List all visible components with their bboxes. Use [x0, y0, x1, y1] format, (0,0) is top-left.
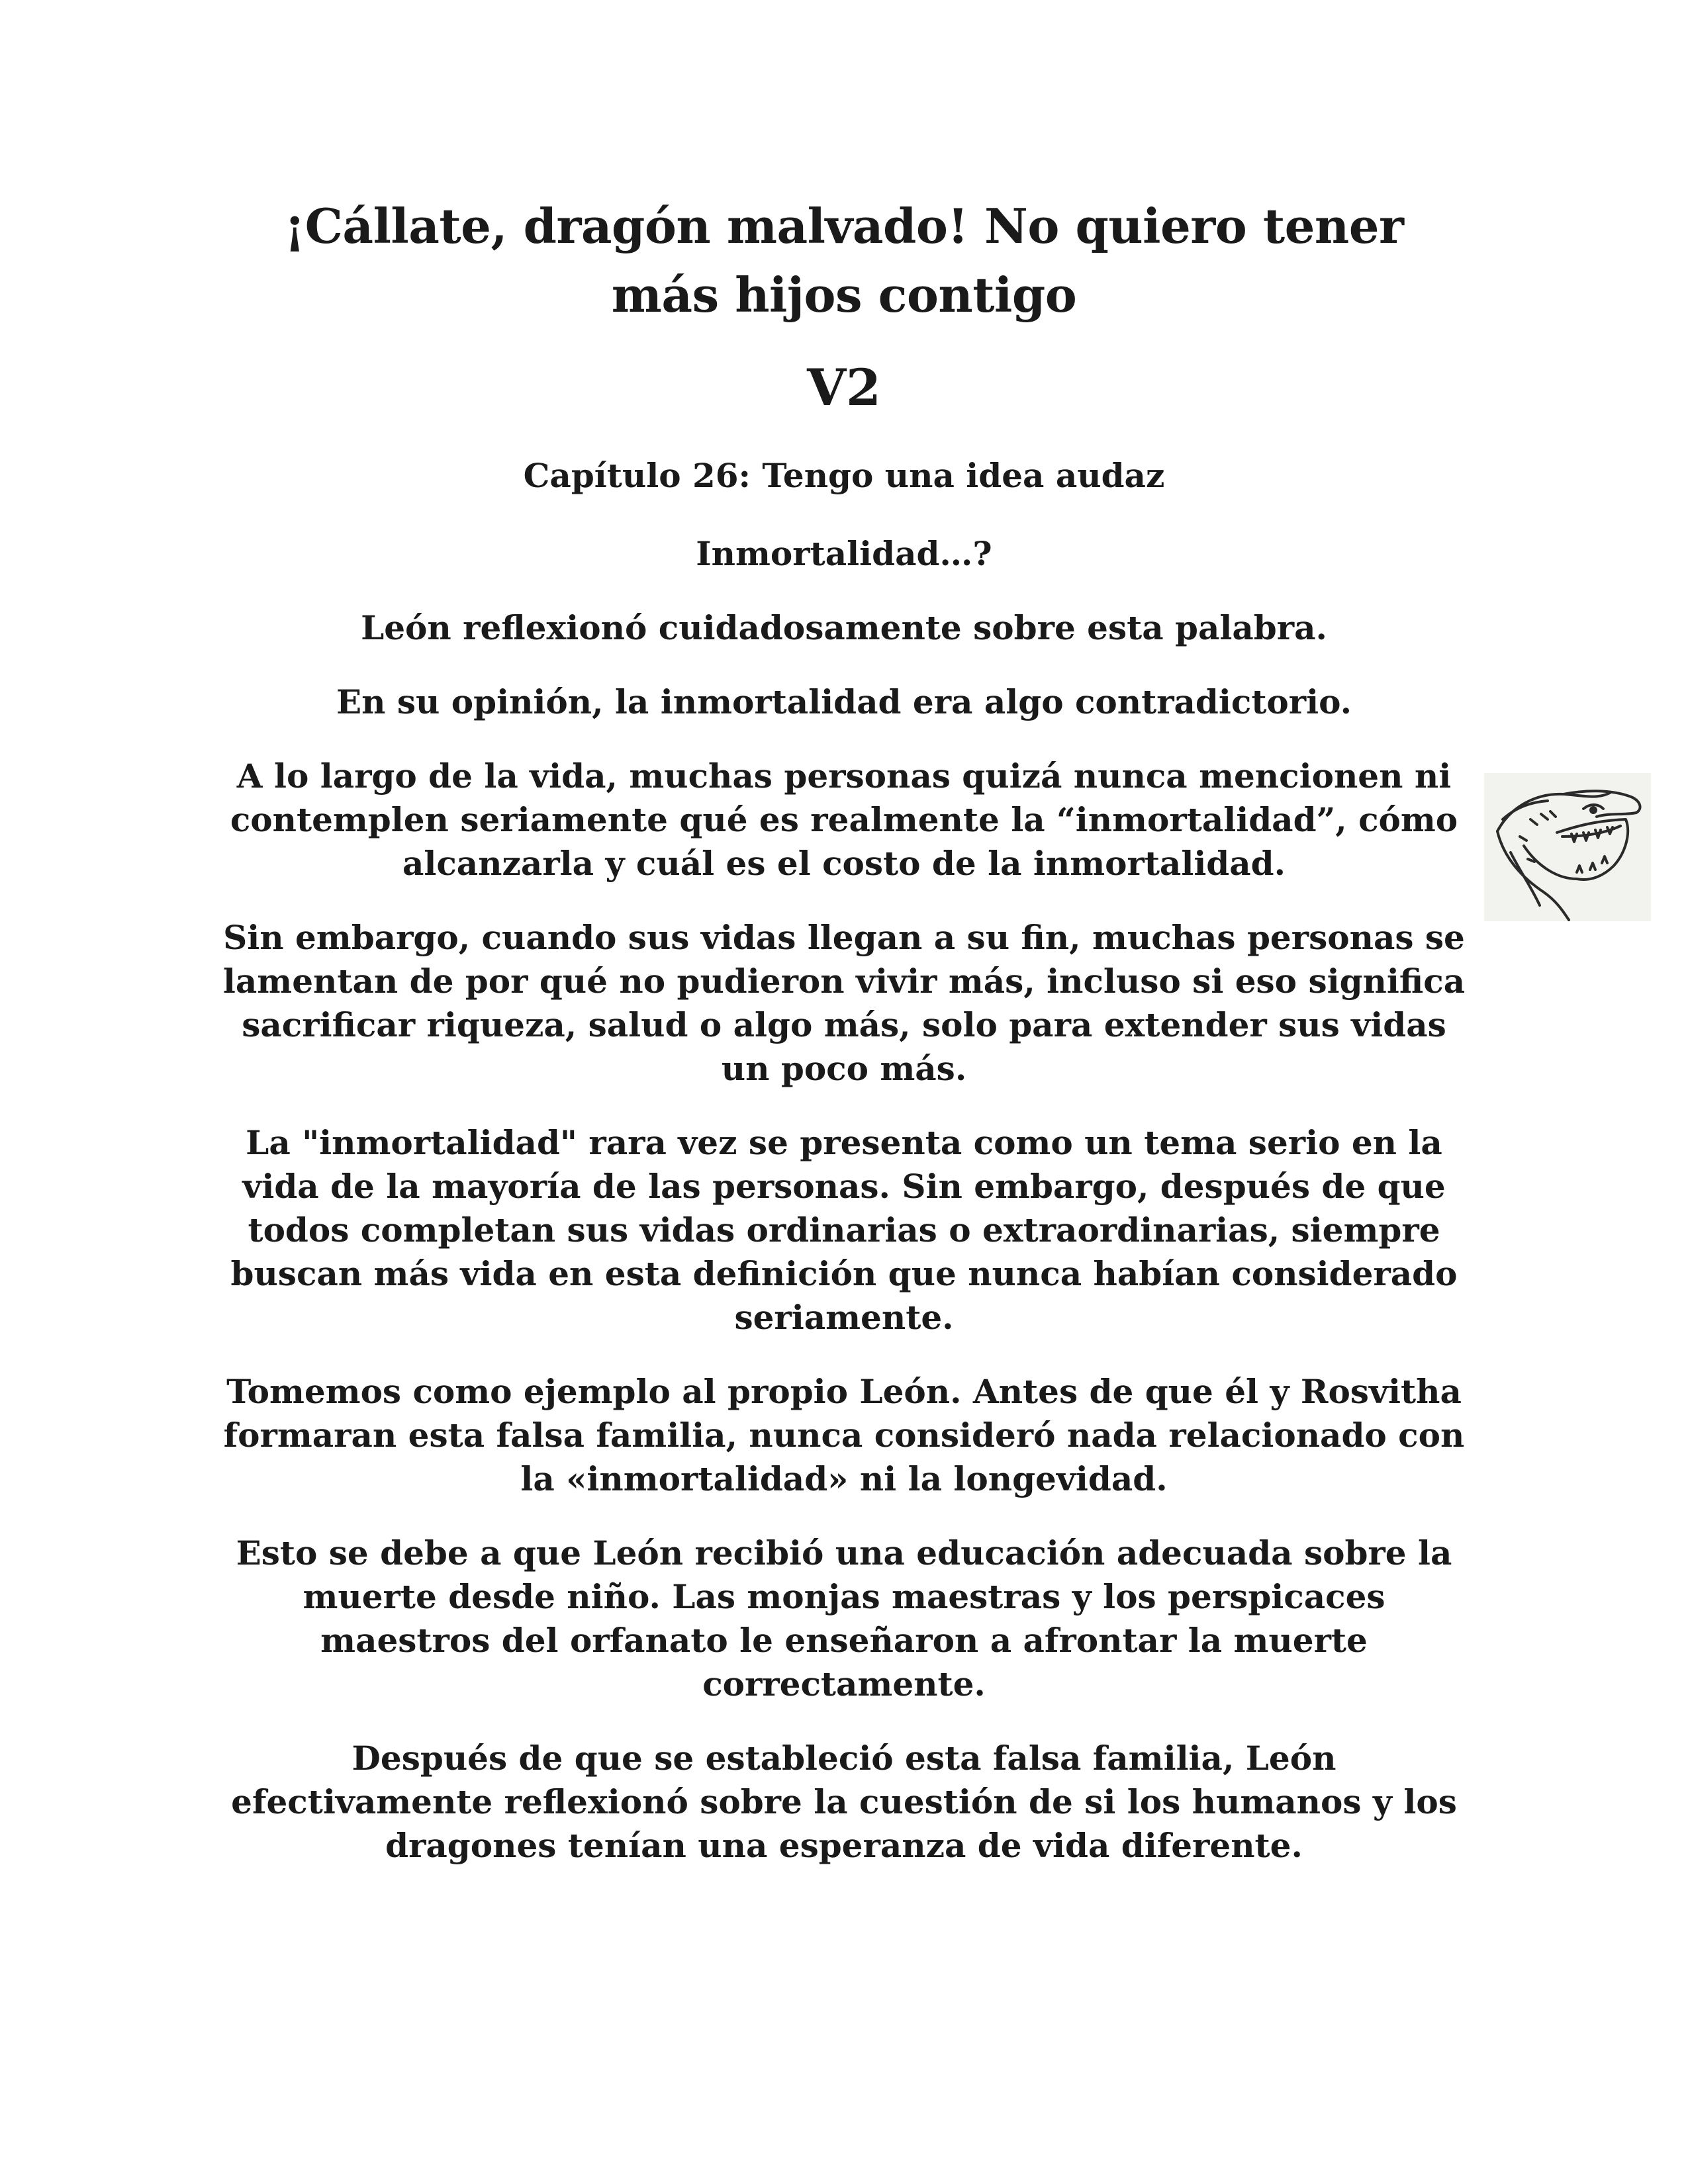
- paragraph: Inmortalidad…?: [696, 534, 992, 573]
- paragraph: La "inmortalidad" rara vez se presenta como un tema serio en la vida de la mayoría de las personas. Sin embargo, después de que todos completan sus vidas ordinarias o extraordinarias, siempre buscan más vida en esta definición que nunca habían considerado seriamente.: [230, 1123, 1458, 1337]
- volume-label: V2: [807, 358, 881, 417]
- paragraph: Sin embargo, cuando sus vidas llegan a su fin, muchas personas se lamentan de por qué no pudieron vivir más, incluso si eso significa sacrificar riqueza, salud o algo más, solo para extender sus vidas un poco más.: [222, 918, 1466, 1088]
- paragraph: León reflexionó cuidadosamente sobre esta palabra.: [361, 608, 1327, 647]
- paragraph: Tomemos como ejemplo al propio León. Antes de que él y Rosvitha formaran esta falsa familia, nunca consideró nada relacionado con la «inmortalidad» ni la longevidad.: [223, 1372, 1465, 1498]
- paragraph: Esto se debe a que León recibió una educación adecuada sobre la muerte desde niño. Las monjas maestras y los perspicaces maestros del orfanato le enseñaron a afrontar la muerte correctamente.: [236, 1533, 1452, 1704]
- document-page: [218, 192, 1470, 1868]
- paragraph: Después de que se estableció esta falsa familia, León efectivamente reflexionó sobre la cuestión de si los humanos y los dragones tenían una esperanza de vida diferente.: [231, 1739, 1457, 1865]
- title-line-1: ¡Cállate, dragón malvado! No quiero tener: [284, 198, 1404, 254]
- title-line-2: más hijos contigo: [611, 267, 1077, 323]
- chapter-heading: Capítulo 26: Tengo una idea audaz: [523, 456, 1165, 495]
- dragon-head-icon: [1484, 773, 1651, 921]
- document-title: [248, 192, 1440, 330]
- paragraph: A lo largo de la vida, muchas personas quizá nunca mencionen ni contemplen seriamente qué es realmente la “inmortalidad”, cómo alcanzarla y cuál es el costo de la inmortalidad.: [230, 756, 1458, 883]
- paragraph: En su opinión, la inmortalidad era algo contradictorio.: [336, 682, 1352, 721]
